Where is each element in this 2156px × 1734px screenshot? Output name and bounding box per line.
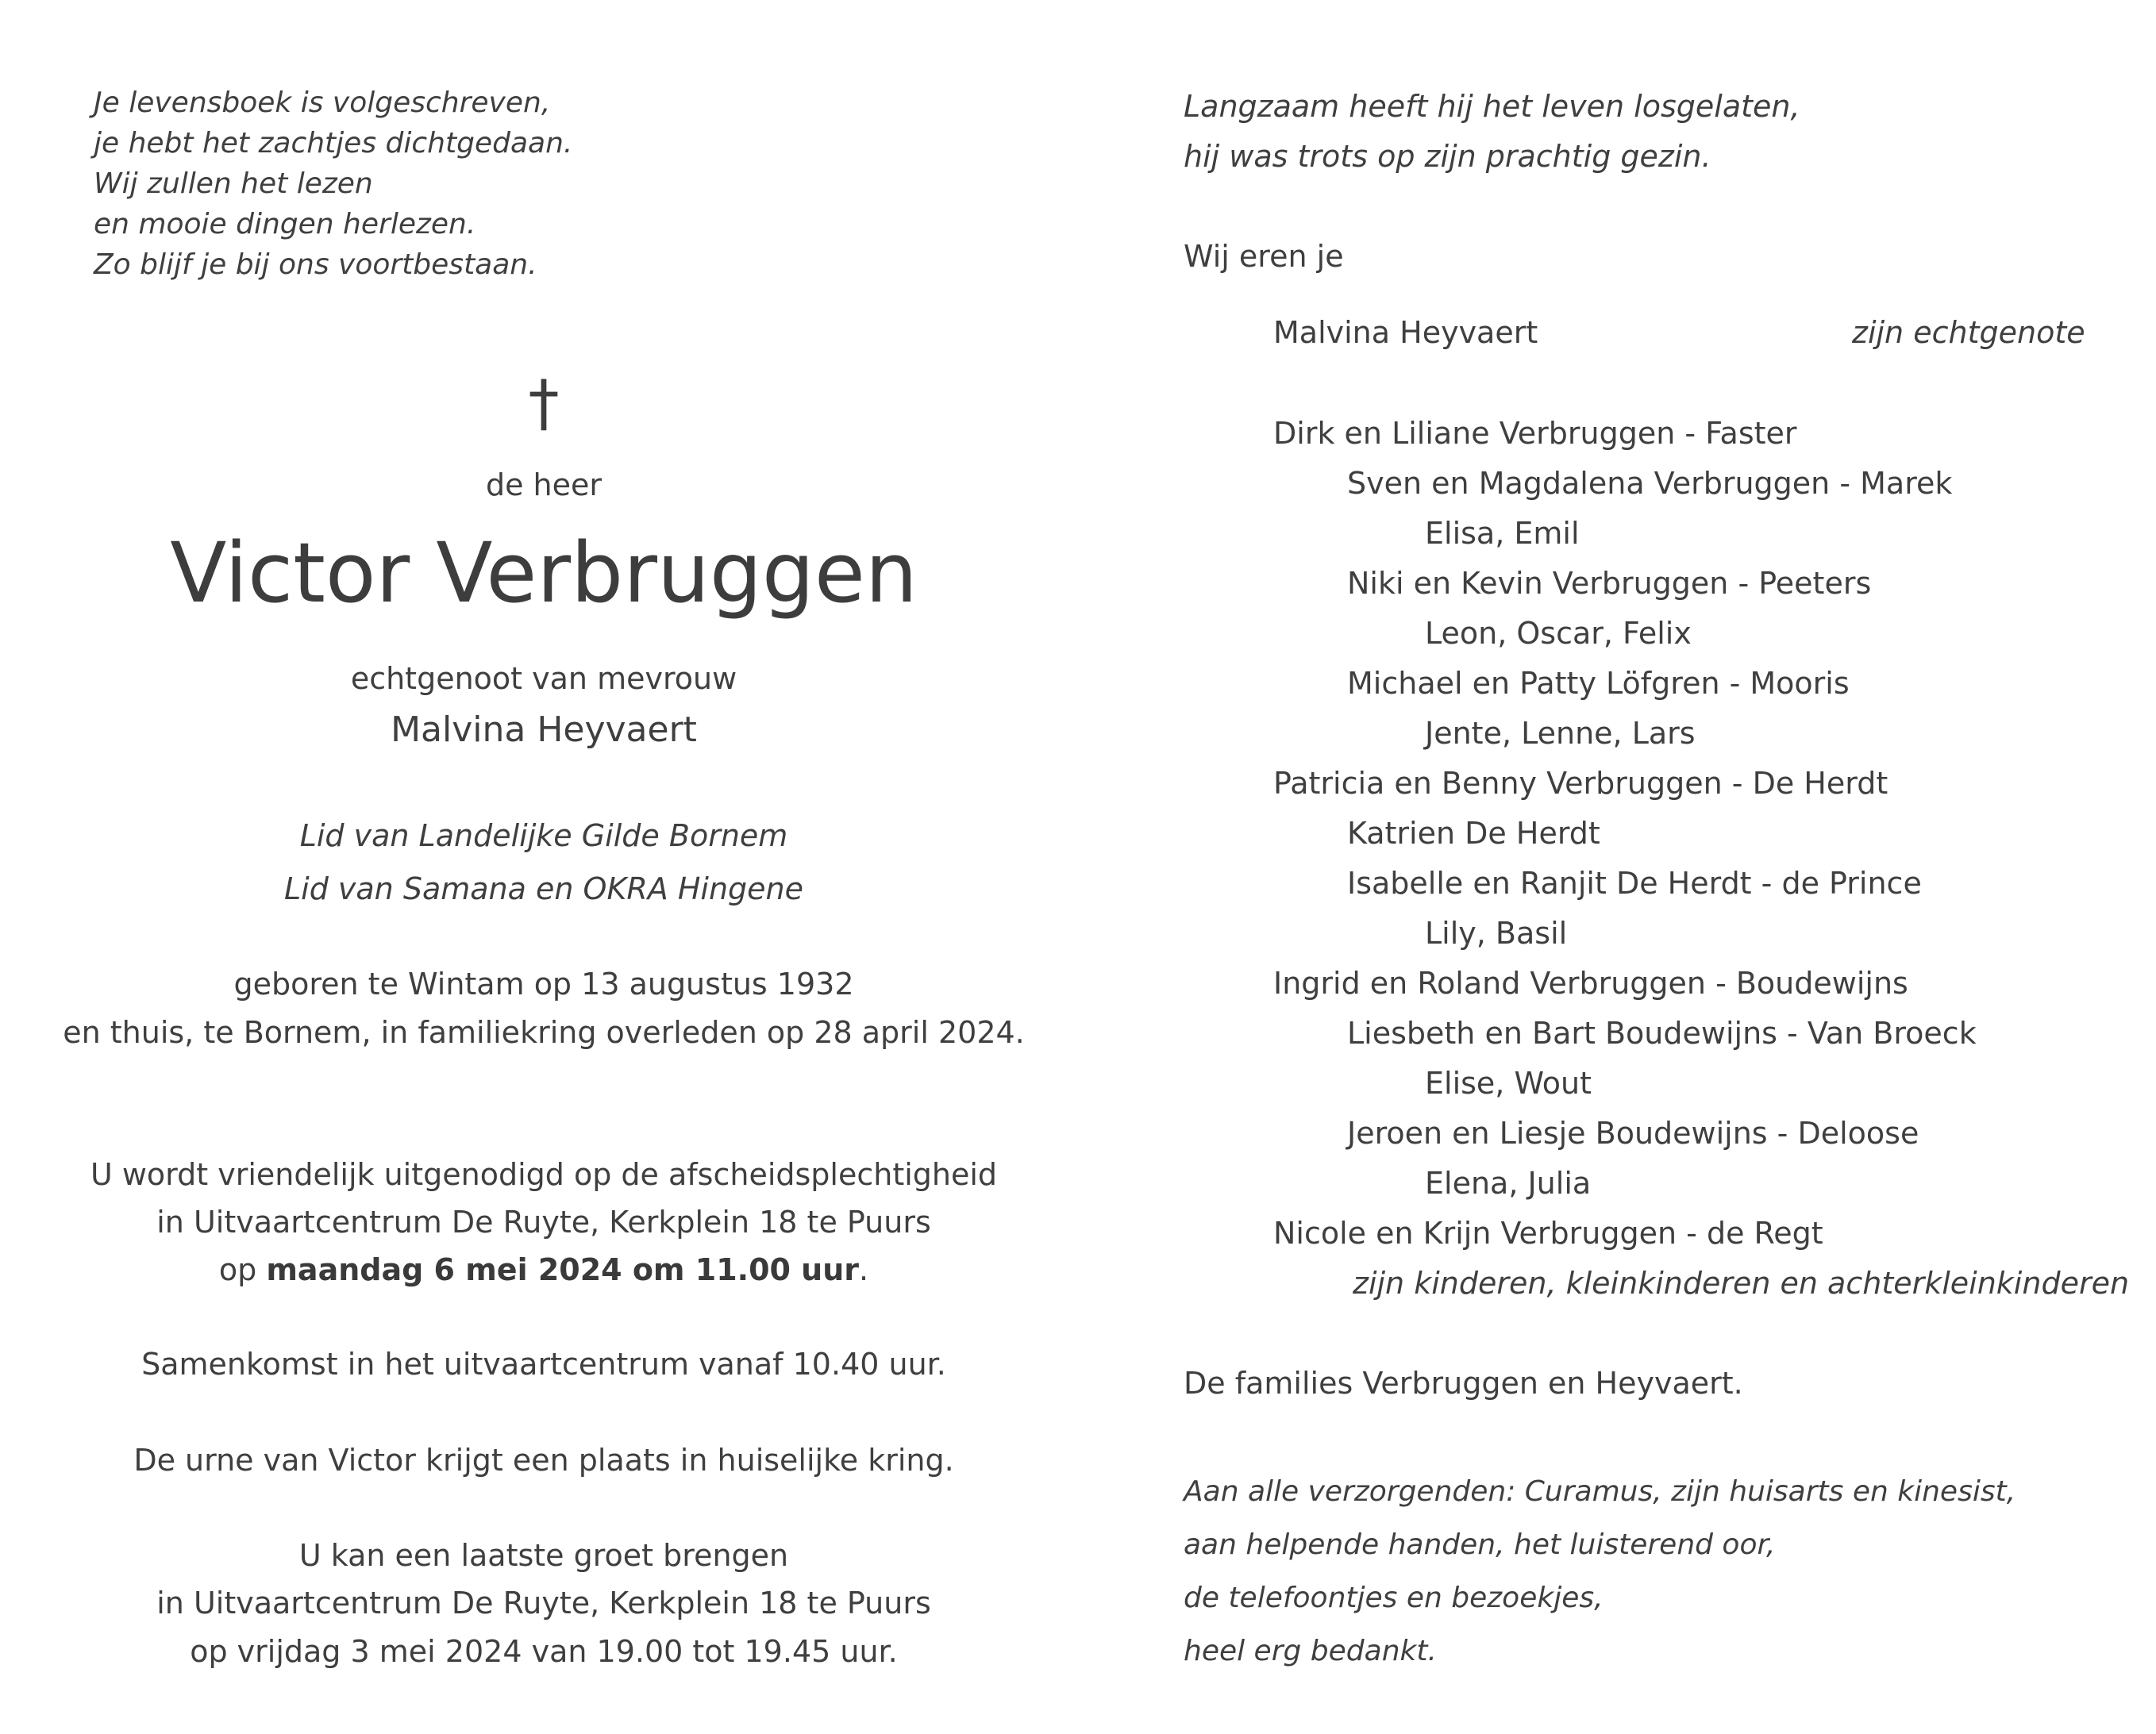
family-grandchild: Sven en Magdalena Verbruggen - Marek (1347, 466, 1953, 501)
farewell-line: in Uitvaartcentrum De Ruyte, Kerkplein 18 te Puurs (156, 1586, 931, 1621)
thanks-line: Aan alle verzorgenden: Curamus, zijn huisarts en kinesist, (1184, 1475, 2016, 1508)
family-greatgrandchild: Lily, Basil (1425, 916, 1568, 951)
family-greatgrandchild: Elise, Wout (1425, 1066, 1592, 1101)
family-grandchild: Isabelle en Ranjit De Herdt - de Prince (1347, 866, 1922, 901)
thanks-line: aan helpende handen, het luisterend oor, (1184, 1528, 1776, 1561)
membership-line: Lid van Samana en OKRA Hingene (283, 871, 804, 906)
invite-line: U wordt vriendelijk uitgenodigd op de afscheidsplechtigheid (90, 1157, 998, 1192)
poem-line: Je levensboek is volgeschreven, (94, 87, 551, 119)
family-greatgrandchild: Jente, Lenne, Lars (1425, 716, 1696, 751)
spouse-name: Malvina Heyvaert (1273, 315, 1538, 350)
poem-line: Wij zullen het lezen (94, 167, 373, 200)
family-grandchild: Katrien De Herdt (1347, 816, 1600, 851)
family-child: Ingrid en Roland Verbruggen - Boudewijns (1273, 966, 1908, 1001)
family-grandchild: Michael en Patty Löfgren - Mooris (1347, 666, 1850, 701)
membership-line: Lid van Landelijke Gilde Bornem (299, 818, 788, 853)
family-greatgrandchild: Elena, Julia (1425, 1166, 1592, 1201)
family-grandchild: Liesbeth en Bart Boudewijns - Van Broeck (1347, 1016, 1977, 1051)
death-line: en thuis, te Bornem, in familiekring overleden op 28 april 2024. (63, 1015, 1025, 1050)
family-grandchild: Jeroen en Liesje Boudewijns - Deloose (1347, 1116, 1919, 1151)
title-prefix: de heer (485, 467, 603, 502)
birth-line: geboren te Wintam op 13 augustus 1932 (233, 967, 854, 1002)
spouse-intro: echtgenoot van mevrouw (350, 661, 737, 696)
thanks-line: heel erg bedankt. (1184, 1635, 1437, 1667)
deceased-name: Victor Verbruggen (170, 525, 918, 621)
spouse-role: zijn echtgenote (1852, 315, 2085, 350)
invite-prefix: op (218, 1252, 267, 1287)
intro-line: hij was trots op zijn prachtig gezin. (1184, 139, 1711, 174)
family-child: Patricia en Benny Verbruggen - De Herdt (1273, 766, 1888, 801)
ceremony-datetime: maandag 6 mei 2024 om 11.00 uur (266, 1252, 860, 1287)
invite-line: in Uitvaartcentrum De Ruyte, Kerkplein 18 te Puurs (156, 1205, 931, 1240)
family-greatgrandchild: Elisa, Emil (1425, 516, 1580, 551)
poem-line: Zo blijf je bij ons voortbestaan. (94, 248, 537, 281)
farewell-line: op vrijdag 3 mei 2024 van 19.00 tot 19.45 uur. (190, 1634, 898, 1669)
farewell-line: U kan een laatste groet brengen (298, 1538, 789, 1573)
gathering-line: Samenkomst in het uitvaartcentrum vanaf 10.40 uur. (141, 1347, 946, 1382)
family-child: Nicole en Krijn Verbruggen - de Regt (1273, 1216, 1823, 1251)
family-grandchild: Niki en Kevin Verbruggen - Peeters (1347, 566, 1872, 601)
intro-line: Langzaam heeft hij het leven losgelaten, (1184, 89, 1800, 124)
poem-line: en mooie dingen herlezen. (94, 208, 476, 240)
honor-line: Wij eren je (1184, 239, 1344, 274)
families-line: De families Verbruggen en Heyvaert. (1184, 1366, 1743, 1401)
thanks-line: de telefoontjes en bezoekjes, (1184, 1582, 1604, 1614)
invite-suffix: . (859, 1252, 869, 1287)
cross-icon: † (528, 368, 560, 440)
invite-line (32, 1252, 1056, 1287)
family-greatgrandchild: Leon, Oscar, Felix (1425, 616, 1692, 651)
family-role: zijn kinderen, kleinkinderen en achterkleinkinderen (1353, 1266, 2130, 1301)
urn-line: De urne van Victor krijgt een plaats in huiselijke kring. (133, 1443, 954, 1478)
poem-line: je hebt het zachtjes dichtgedaan. (94, 127, 573, 160)
family-child: Dirk en Liliane Verbruggen - Faster (1273, 416, 1797, 451)
spouse-name: Malvina Heyvaert (391, 709, 697, 750)
